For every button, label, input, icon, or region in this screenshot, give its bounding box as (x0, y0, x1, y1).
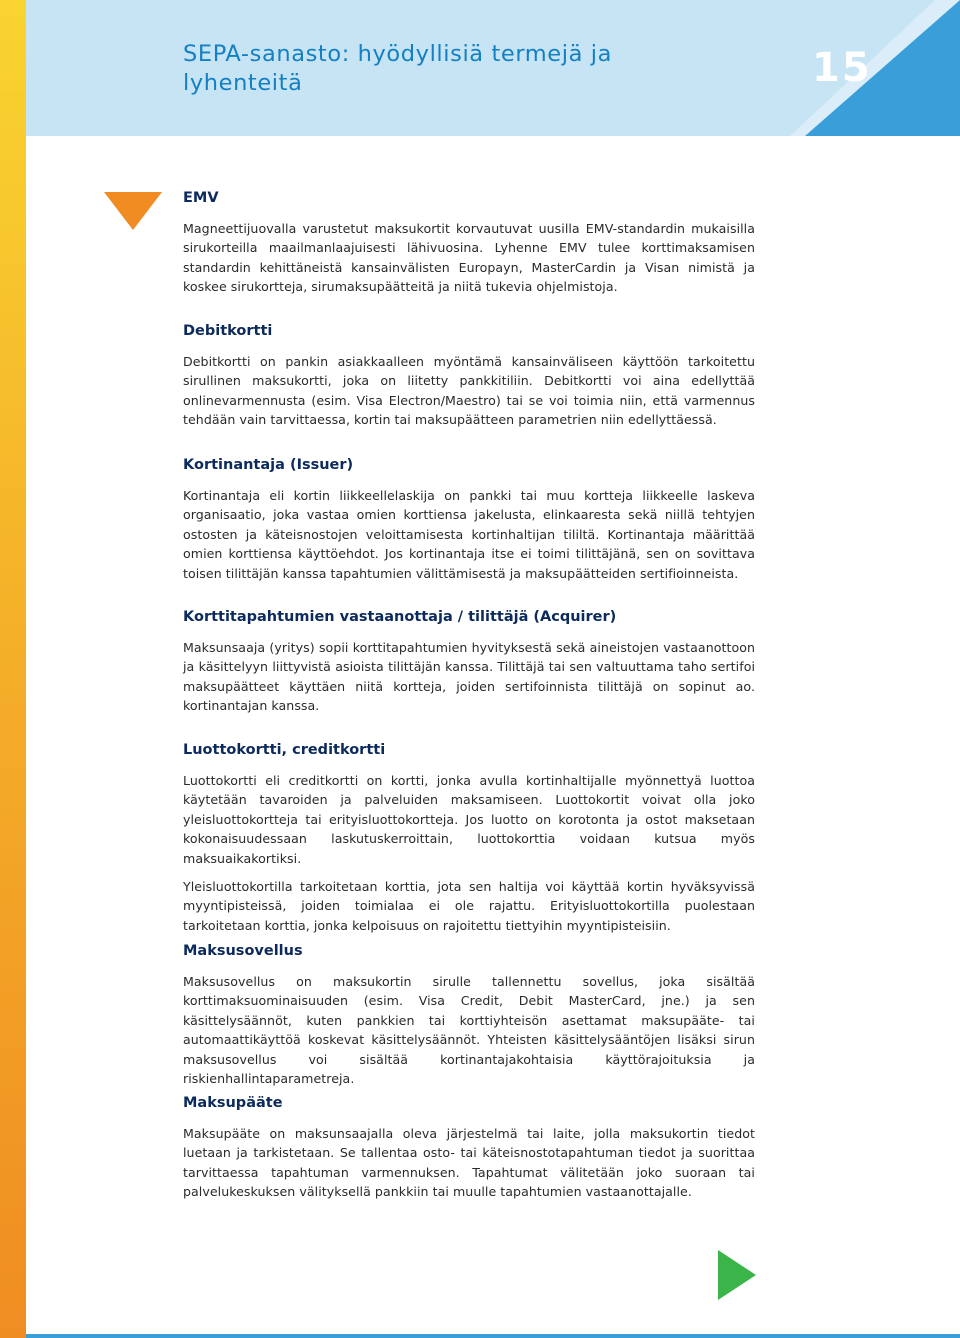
section-emv (183, 188, 755, 306)
section-tilittaja (183, 607, 755, 725)
section-heading: EMV (183, 190, 219, 206)
section-paragraph: Maksunsaaja (yritys) sopii korttitapahtumien hyvityksestä sekä aineistojen vastaanottoon ja käsittelyyn liittyvistä asioista tilittäjän kanssa. Tilittäjä tai sen valtuuttama taho sertifoi maksupäätteet käyttäen niitä kortteja, joiden sertifoinnista tilittäjä on sopinut ao. kortinantajan kanssa. (183, 640, 755, 714)
section-paragraph: Debitkortti on pankin asiakkaalleen myöntämä kansainväliseen käyttöön tarkoitettu sirullinen maksukortti, joka on liitetty pankkitiliin. Debitkortti voi aina edellyttää onlinevarmennusta (esim. Visa Electron/Maestro) tai se voi toimia niin, että varmennus tehdään vain tarvittaessa, kortin tai maksupäätteen parametrien niin edellyttäessä. (183, 354, 755, 428)
section-heading: Korttitapahtumien vastaanottaja / tilittäjä (Acquirer) (183, 609, 617, 625)
section-paragraph: Maksupääte on maksunsaajalla oleva järjestelmä tai laite, jolla maksukortin tiedot luetaan ja tarkistetaan. Se tallentaa osto- tai käteisnostotapahtuman tiedot ja suorittaa tarvittaessa tapahtuman varmennuksen. Tapahtumat välitetään joko suoraan tai palvelukeskuksen välityksellä pankkiin tai muulle tapahtumien vastaanottajalle. (183, 1126, 755, 1200)
section-paragraph: Luottokortti eli creditkortti on kortti, jonka avulla kortinhaltijalle myönnettyä luottoa käytetään tavaroiden ja palveluiden maksamiseen. Luottokortit voivat olla joko yleisluottokortteja tai erityisluottokortteja. Jos luotto on korotonta ja ostot maksetaan kokonaisuudessaan laskutuskerroittain, luottokorttia voidaan kutsua myös maksuaikakortiksi. (183, 773, 755, 866)
section-maksusovellus (183, 941, 755, 1097)
green-right-arrow-icon[interactable] (718, 1250, 756, 1300)
section-heading: Kortinantaja (Issuer) (183, 457, 354, 473)
section-heading: Maksupääte (183, 1095, 283, 1111)
bottom-rule (26, 1334, 960, 1338)
section-luottokortti (183, 740, 755, 944)
section-paragraph: Maksusovellus on maksukortin sirulle tallennettu sovellus, joka sisältää korttimaksuominaisuuden (esim. Visa Credit, Debit MasterCard, jne.) ja sen käsittelysäännöt, kuten pankkien tai korttiyhteisön asettamat maksupääte- tai automaattikäyttöä koskevat käsittelysäännöt. Yhteisten käsittelysääntöjen lisäksi sirun maksusovellus voi sisältää kortinantajakohtaisia käyttörajoituksia ja riskienhallintaparametreja. (183, 974, 755, 1087)
section-kortinantaja (183, 455, 755, 592)
page-number: 15 (812, 45, 872, 91)
page-title: SEPA-sanasto: hyödyllisiä termejä ja lyhenteitä (183, 41, 612, 96)
left-color-band (0, 0, 26, 1338)
section-heading: Debitkortti (183, 323, 273, 339)
section-heading: Luottokortti, creditkortti (183, 742, 386, 758)
section-paragraph: Yleisluottokortilla tarkoitetaan korttia, jota sen haltija voi käyttää kortin hyväksyvissä myyntipisteissä, joiden toimialaa ei ole rajattu. Erityisluottokortilla puolestaan tarkoitetaan korttia, jonka kelpoisuus on rajoitettu tiettyihin myyntipisteisiin. (183, 879, 755, 933)
section-paragraph: Kortinantaja eli kortin liikkeellelaskija on pankki tai muu kortteja liikkeelle laskeva organisaatio, joka vastaa omien korttiensa jakelusta, elinkaaresta sekä niillä tehtyjen ostosten ja käteisnostojen veloittamisesta kortinhaltijan tililtä. Kortinantaja määrittää omien korttiensa käyttöehdot. Jos kortinantaja itse ei toimi tilittäjänä, sen on sovittava toisen tilittäjän kanssa tapahtumien välittämisestä ja maksupäätteiden sertifioinneista. (183, 488, 755, 581)
section-paragraph: Magneettijuovalla varustetut maksukortit korvautuvat uusilla EMV-standardin mukaisilla sirukorteilla maailmanlaajuisesti lähivuosina. Lyhenne EMV tulee korttimaksamisen standardin kehittäneistä kansainvälisten Europayn, MasterCardin ja Visan nimistä ja koskee sirukortteja, sirumaksupäätteitä ja niitä tukevia ohjelmistoja. (183, 221, 755, 295)
section-maksupaate (183, 1093, 755, 1211)
section-heading: Maksusovellus (183, 943, 303, 959)
orange-down-triangle-icon (104, 192, 162, 230)
section-debitkortti (183, 321, 755, 439)
